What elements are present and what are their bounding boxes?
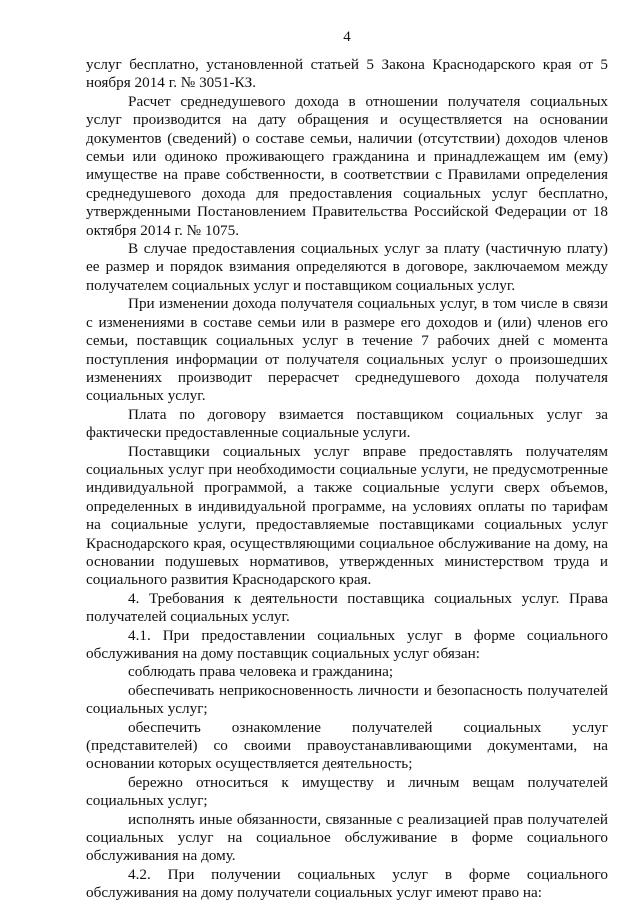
obligation-item: исполнять иные обязанности, связанные с реализацией прав получателей социальных услуг на социальное обслуживание в форме социального обслуживания на дому.	[86, 810, 608, 865]
obligation-item: соблюдать права человека и гражданина;	[128, 663, 394, 681]
paragraph-paid-services: В случае предоставления социальных услуг за плату (частичную плату) ее размер и порядок взимания определяются в договоре, заключаемом между получателем социальных услуг и поставщиком социальных услуг.	[86, 240, 608, 294]
paragraph-additional-services: Поставщики социальных услуг вправе предоставлять получателям социальных услуг при необходимости социальные услуги, не предусмотренные индивидуальной программой, а также социальные услуги сверх объемов, определенных в индивидуальной программе, на условиях оплаты по тарифам на социальные услуги, предоставляемые поставщиками социальных услуг Краснодарского края, осуществляющими социальное обслуживание на дому, на основании подушевых нормативов, утвержденных министерством труда и социального развития Краснодарского края.	[86, 442, 608, 589]
obligation-item: обеспечить ознакомление получателей социальных услуг (представителей) со своими правоустанавливающими документами, на основании которых осуществляется деятельность;	[86, 718, 608, 773]
clause-4-1: 4.1. При предоставлении социальных услуг в форме социального обслуживания на дому поставщик социальных услуг обязан:	[86, 626, 608, 662]
paragraph-income-change: При изменении дохода получателя социальных услуг, в том числе в связи с изменениями в составе семьи или в размере его доходов и (или) членов его семьи, поставщик социальных услуг в течение 7 рабочих дней с момента поступления информации от получателя социальных услуг о произошедших изменениях производит перерасчет среднедушевого дохода получателя социальных услуг.	[86, 295, 608, 405]
page-number: 4	[343, 29, 351, 45]
section-heading-4: 4. Требования к деятельности поставщика социальных услуг. Права получателей социальных услуг.	[86, 589, 608, 626]
obligation-item: бережно относиться к имуществу и личным вещам получателей социальных услуг;	[86, 773, 608, 810]
paragraph-payment: Плата по договору взимается поставщиком социальных услуг за фактически предоставленные социальные услуги.	[86, 405, 608, 442]
document-body	[86, 56, 608, 903]
paragraph-continuation: услуг бесплатно, установленной статьей 5 Закона Краснодарского края от 5 ноября 2014 г. № 3051-КЗ.	[86, 56, 608, 92]
obligation-item: обеспечивать неприкосновенность личности и безопасность получателей социальных услуг;	[86, 681, 608, 718]
clause-4-2: 4.2. При получении социальных услуг в форме социального обслуживания на дому получатели социальных услуг имеют право на:	[86, 865, 608, 902]
paragraph-income-calculation: Расчет среднедушевого дохода в отношении получателя социальных услуг производится на дату обращения и осуществляется на основании документов (сведений) о составе семьи, наличии (отсутствии) доходов членов семьи или одиноко проживающего гражданина и принадлежащем им (ему) имуществе на праве собственности, в соответствии с Правилами определения среднедушевого дохода для предоставления социальных услуг бесплатно, утвержденными Постановлением Правительства Российской Федерации от 18 октября 2014 г. № 1075.	[86, 92, 608, 239]
